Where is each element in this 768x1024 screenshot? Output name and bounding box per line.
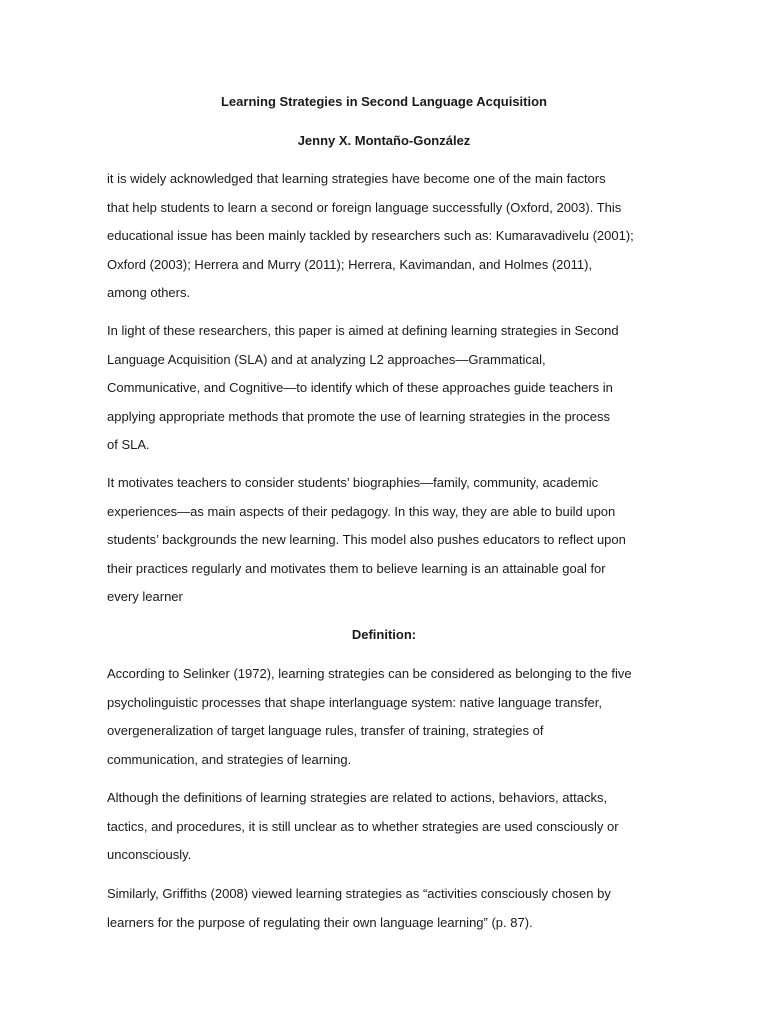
paragraph-line: overgeneralization of target language rules, transfer of training, strategies of (107, 723, 544, 739)
paragraph-line: educational issue has been mainly tackled by researchers such as: Kumaravadivelu (2001); (107, 228, 634, 244)
paragraph-line: learners for the purpose of regulating their own language learning” (p. 87). (107, 914, 533, 930)
paragraph-motivation (107, 469, 667, 612)
paragraph-line: Although the definitions of learning strategies are related to actions, behaviors, attacks, (107, 790, 608, 805)
paragraph-line: tactics, and procedures, it is still unclear as to whether strategies are used consciously or (107, 818, 619, 834)
paragraph-line: experiences—as main aspects of their pedagogy. In this way, they are able to build upon (107, 503, 616, 519)
paragraph-line: Similarly, Griffiths (2008) viewed learning strategies as “activities consciously chosen by (107, 886, 611, 901)
section-heading-definition: Definition: (351, 627, 417, 642)
paragraph-line: their practices regularly and motivates them to believe learning is an attainable goal for (107, 560, 606, 576)
paragraph-line: that help students to learn a second or foreign language successfully (Oxford, 2003). This (107, 199, 622, 215)
paragraph-definitions (107, 784, 667, 870)
paragraph-line: According to Selinker (1972), learning strategies can be considered as belonging to the five (107, 666, 632, 681)
paragraph-selinker (107, 660, 667, 774)
paragraph-aim (107, 317, 667, 460)
paragraph-line: Oxford (2003); Herrera and Murry (2011); Herrera, Kavimandan, and Holmes (2011), (107, 256, 593, 272)
paragraph-line: every learner (107, 589, 183, 605)
document-title: Learning Strategies in Second Language Acquisition (220, 94, 547, 109)
paragraph-line: communication, and strategies of learning. (107, 751, 352, 767)
paragraph-griffiths (107, 880, 667, 937)
paragraph-intro (107, 165, 667, 308)
paragraph-line: Language Acquisition (SLA) and at analyzing L2 approaches—Grammatical, (107, 351, 546, 367)
document-author: Jenny X. Montaño-González (297, 133, 471, 148)
paragraph-line: students’ backgrounds the new learning. This model also pushes educators to reflect upon (107, 532, 626, 548)
paragraph-line: it is widely acknowledged that learning strategies have become one of the main factors (107, 171, 606, 186)
paragraph-line: In light of these researchers, this paper is aimed at defining learning strategies in Second (107, 323, 619, 338)
paragraph-line: unconsciously. (107, 847, 192, 863)
paragraph-line: among others. (107, 285, 191, 301)
paragraph-line: of SLA. (107, 437, 150, 453)
paragraph-line: applying appropriate methods that promote the use of learning strategies in the process (107, 408, 610, 424)
paragraph-line: It motivates teachers to consider students’ biographies—family, community, academic (107, 475, 599, 490)
paragraph-line: psycholinguistic processes that shape interlanguage system: native language transfer, (107, 694, 603, 710)
paragraph-line: Communicative, and Cognitive—to identify which of these approaches guide teachers in (107, 380, 613, 396)
